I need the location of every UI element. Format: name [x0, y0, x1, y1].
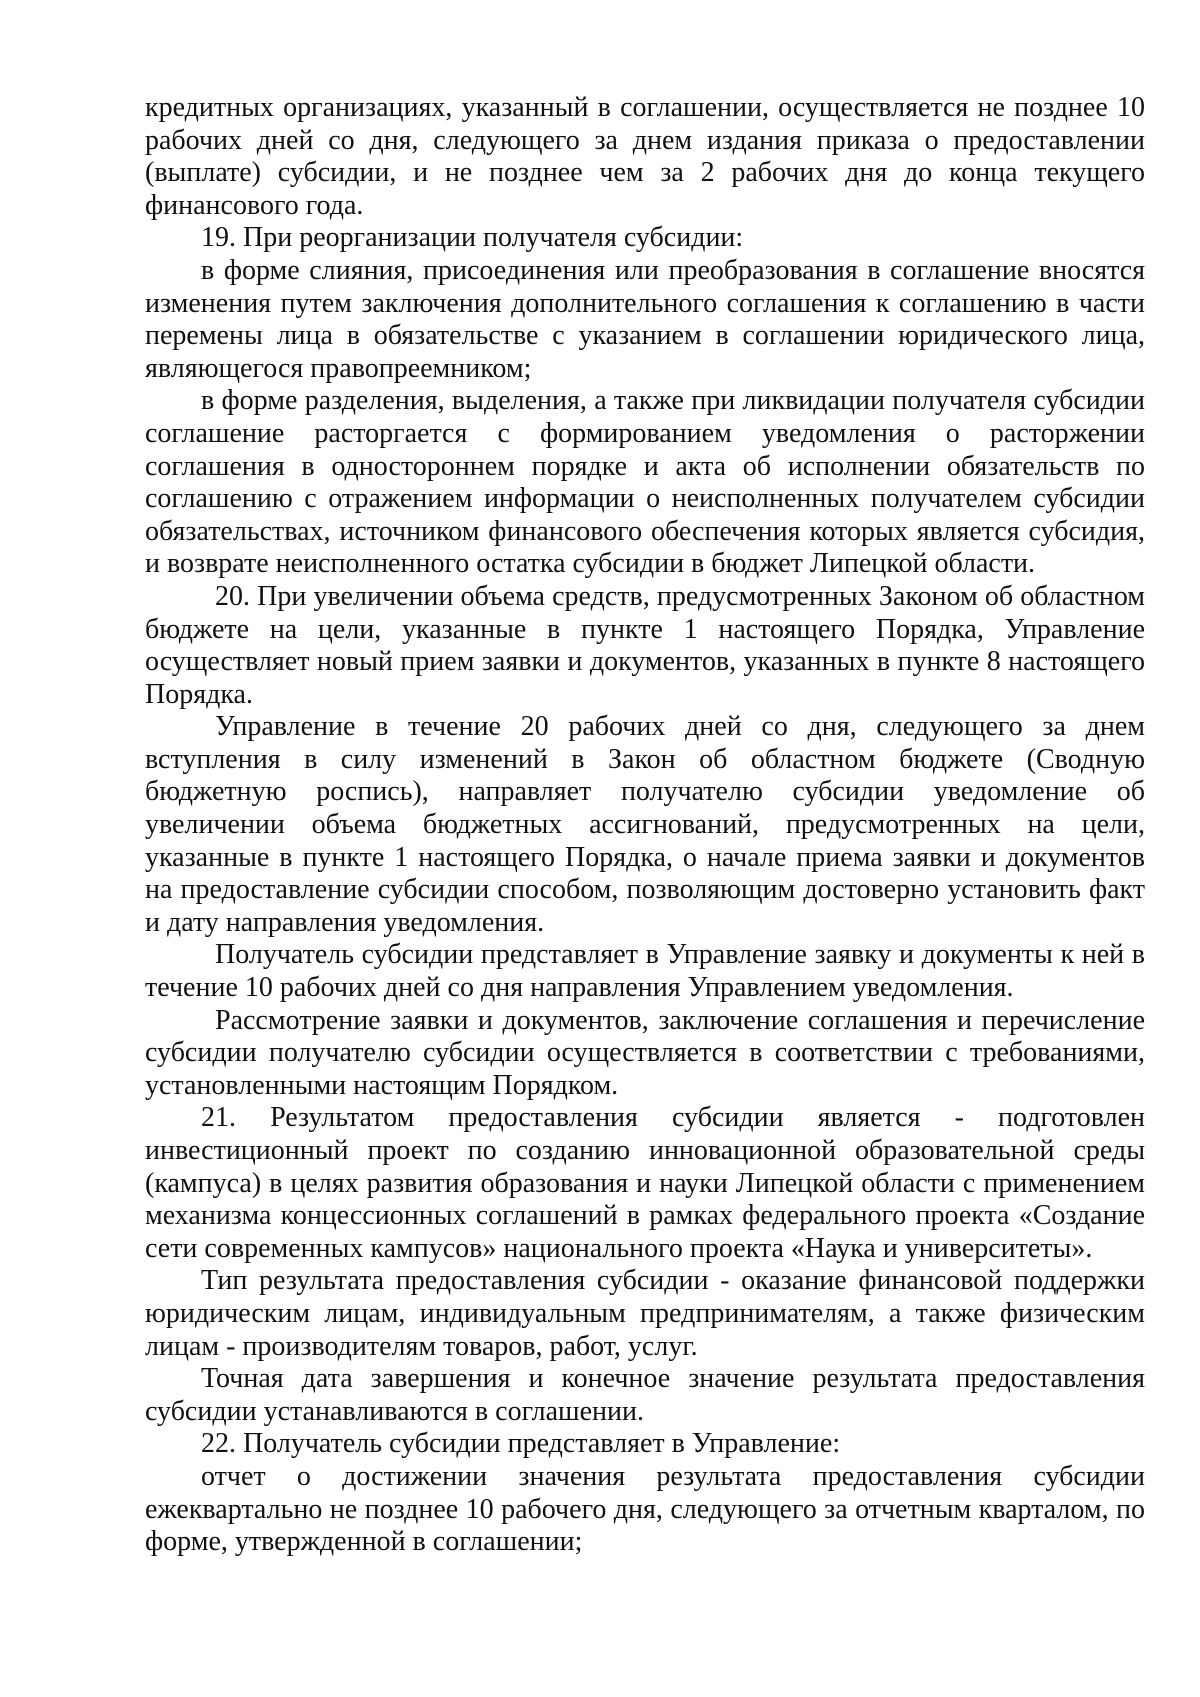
paragraph-notification: Управление в течение 20 рабочих дней со дня, следующего за днем вступления в силу изменений в Закон об областном бюджете (Сводную бюджетную роспись), направляет получателю субсидии уведомление об увеличении объема бюджетных ассигнований, предусмотренных на цели, указанные в пункте 1 настоящего Порядка, о начале приема заявки и документов на предоставление субсидии способом, позволяющим достоверно установить факт и дату направления уведомления.	[145, 711, 1145, 938]
paragraph-completion-date: Точная дата завершения и конечное значение результата предоставления субсидии устанавливаются в соглашении.	[145, 1363, 1145, 1427]
paragraph-report-achievement: отчет о достижении значения результата предоставления субсидии ежеквартально не позднее 10 рабочего дня, следующего за отчетным кварталом, по форме, утвержденной в соглашении;	[145, 1460, 1145, 1558]
paragraph-credit-organizations: кредитных организациях, указанный в соглашении, осуществляется не позднее 10 рабочих дней со дня, следующего за днем издания приказа о предоставлении (выплате) субсидии, и не позднее чем за 2 рабочих дня до конца текущего финансового года.	[145, 92, 1145, 221]
paragraph-application-submission: Получатель субсидии представляет в Управление заявку и документы к ней в течение 10 рабочих дней со дня направления Управлением уведомления.	[145, 939, 1145, 1004]
paragraph-21-result: 21. Результатом предоставления субсидии является - подготовлен инвестиционный проект по созданию инновационной образовательной среды (кампуса) в целях развития образования и науки Липецкой области с применением механизма концессионных соглашений в рамках федерального проекта «Создание сети современных кампусов» национального проекта «Наука и университеты».	[145, 1102, 1145, 1264]
paragraph-22-reports: 22. Получатель субсидии представляет в Управление:	[201, 1428, 841, 1460]
document-page	[145, 92, 1145, 1559]
paragraph-result-type: Тип результата предоставления субсидии - оказание финансовой поддержки юридическим лицам, индивидуальным предпринимателям, а также физическим лицам - производителям товаров, работ, услуг.	[145, 1265, 1145, 1362]
paragraph-division-form: в форме разделения, выделения, а также при ликвидации получателя субсидии соглашение расторгается с формированием уведомления о расторжении соглашения в одностороннем порядке и акта об исполнении обязательств по соглашению с отражением информации о неисполненных получателем субсидии обязательствах, источником финансового обеспечения которых является субсидия, и возврате неисполненного остатка субсидии в бюджет Липецкой области.	[145, 385, 1145, 580]
paragraph-20-budget-increase: 20. При увеличении объема средств, предусмотренных Законом об областном бюджете на цели, указанные в пункте 1 настоящего Порядка, Управление осуществляет новый прием заявки и документов, указанных в пункте 8 настоящего Порядка.	[145, 580, 1145, 710]
paragraph-review: Рассмотрение заявки и документов, заключение соглашения и перечисление субсидии получателю субсидии осуществляется в соответствии с требованиями, установленными настоящим Порядком.	[145, 1004, 1145, 1101]
paragraph-19-reorganization: 19. При реорганизации получателя субсидии:	[201, 222, 744, 254]
paragraph-merger-form: в форме слияния, присоединения или преобразования в соглашение вносятся изменения путем заключения дополнительного соглашения к соглашению в части перемены лица в обязательстве с указанием в соглашении юридического лица, являющегося правопреемником;	[145, 254, 1145, 384]
